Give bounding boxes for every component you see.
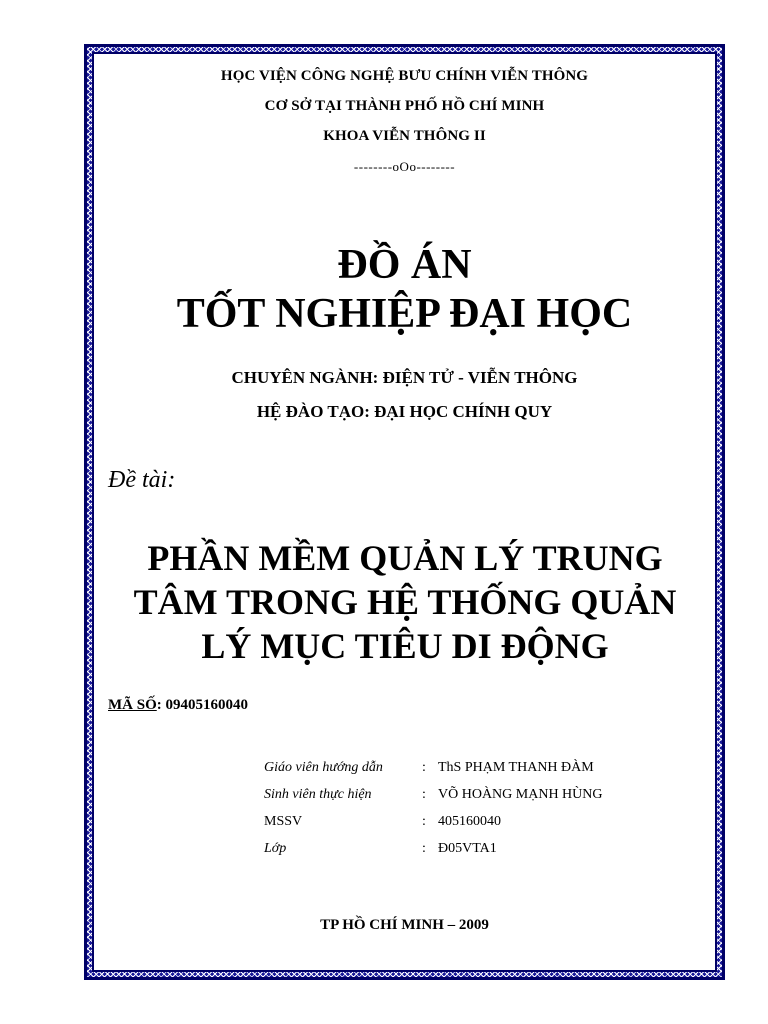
thesis-title-line3: LÝ MỤC TIÊU DI ĐỘNG	[201, 626, 609, 666]
advisor-value: ThS PHẠM THANH ĐÀM	[438, 759, 594, 775]
faculty-name: KHOA VIỄN THÔNG II	[323, 128, 486, 144]
institute-name: HỌC VIỆN CÔNG NGHỆ BƯU CHÍNH VIỄN THÔNG	[220, 68, 589, 84]
major-line: CHUYÊN NGÀNH: ĐIỆN TỬ - VIỄN THÔNG	[231, 368, 578, 387]
class-label: Lớp	[264, 840, 287, 856]
header-divider: --------oOo--------	[353, 159, 456, 174]
table-row	[264, 808, 658, 835]
table-row	[264, 754, 658, 781]
student-value: VÕ HOÀNG MẠNH HÙNG	[438, 786, 603, 802]
training-line: HỆ ĐÀO TẠO: ĐẠI HỌC CHÍNH QUY	[256, 402, 553, 421]
table-row	[264, 781, 658, 808]
student-separator: :	[422, 786, 426, 802]
campus-name: CƠ SỞ TẠI THÀNH PHỐ HỒ CHÍ MINH	[264, 98, 545, 114]
thesis-title-line2: TÂM TRONG HỆ THỐNG QUẢN	[133, 582, 677, 622]
table-row	[264, 835, 658, 862]
project-code-colon: :	[156, 697, 162, 713]
class-value: Đ05VTA1	[438, 840, 497, 856]
advisor-label: Giáo viên hướng dẫn	[264, 759, 383, 775]
document-title-line1: ĐỒ ÁN	[337, 242, 472, 288]
place-and-year: TP HỒ CHÍ MINH – 2009	[320, 917, 489, 933]
student-id-value: 405160040	[438, 813, 501, 829]
student-id-separator: :	[422, 813, 426, 829]
student-label: Sinh viên thực hiện	[264, 786, 372, 802]
advisor-separator: :	[422, 759, 426, 775]
thesis-title-line1: PHẦN MỀM QUẢN LÝ TRUNG	[147, 538, 663, 578]
topic-label: Đề tài:	[108, 467, 176, 493]
project-code-label: MÃ SỐ	[108, 697, 157, 713]
document-title-line2: TỐT NGHIỆP ĐẠI HỌC	[176, 291, 633, 337]
project-code	[108, 697, 248, 714]
student-id-label: MSSV	[264, 813, 303, 829]
project-code-value: 09405160040	[165, 697, 248, 713]
author-info-table	[264, 754, 658, 862]
class-separator: :	[422, 840, 426, 856]
